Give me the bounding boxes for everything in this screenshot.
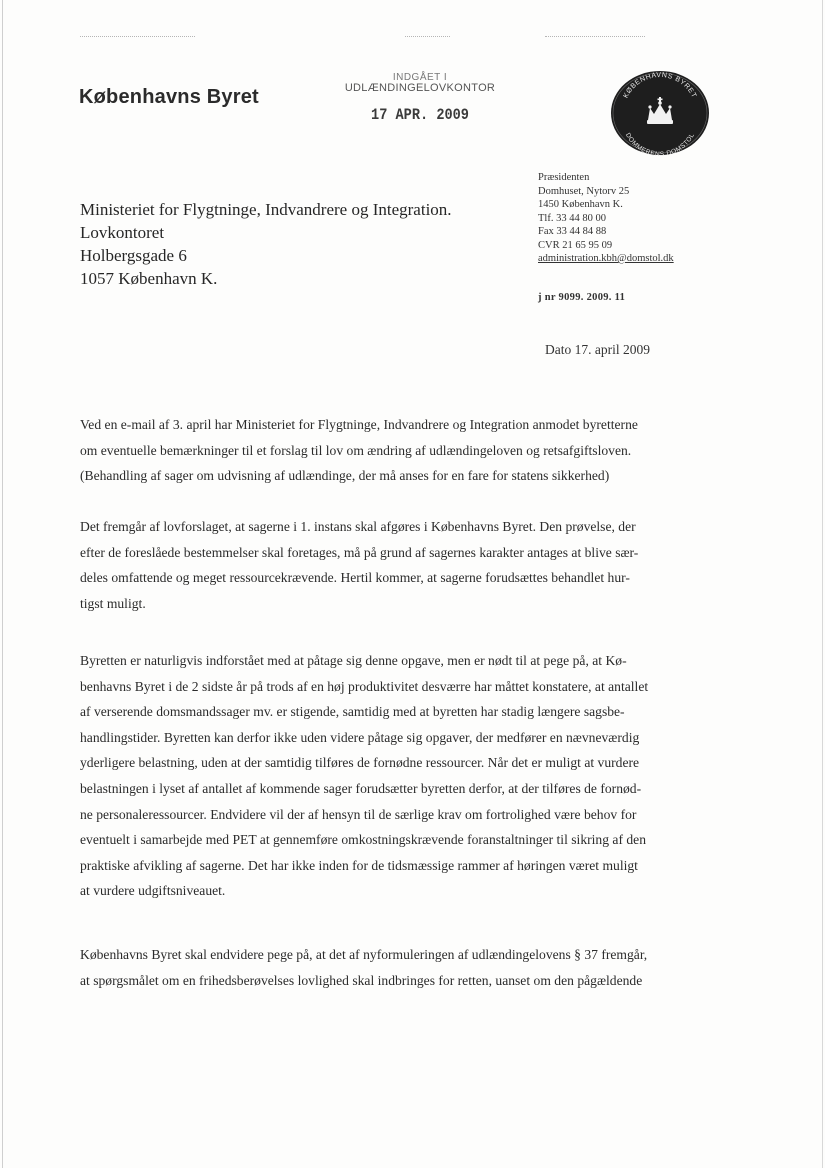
recipient-line: Lovkontoret [80, 223, 165, 242]
sender-address-1: Domhuset, Nytorv 25 [538, 185, 630, 197]
body-line: at spørgsmålet om en frihedsberøvelses lovlighed skal indbringes for retten, uanset om den pågældende [80, 972, 643, 988]
body-paragraph-3 [80, 648, 720, 904]
sender-info [538, 171, 674, 266]
sender-phone: Tlf. 33 44 80 00 [538, 212, 606, 224]
body-line: deles omfattende og meget ressourcekrævende. Hertil kommer, at sagerne forudsættes behandlet hur- [80, 570, 630, 586]
body-paragraph-2 [80, 514, 720, 616]
body-line: handlingstider. Byretten kan derfor ikke uden videre påtage sig opgaver, der medfører en nævneværdig [80, 729, 640, 745]
sender-address-2: 1450 København K. [538, 199, 623, 210]
scan-edge-right [822, 0, 823, 1168]
stamp-line-2: UDLÆNDINGELOVKONTOR [344, 82, 496, 94]
body-line: af verserende domsmandssager mv. er stigende, samtidig med at byretten har stadig længere sagsbe- [80, 704, 625, 720]
recipient-line: Ministeriet for Flygtninge, Indvandrere og Integration. [80, 200, 452, 219]
scan-dots-right [545, 36, 645, 38]
recipient-line: 1057 København K. [80, 269, 218, 288]
body-line: belastningen i lyset af antallet af kommende sager forudsætter byretten derfor, at der tilføres de fornød- [80, 780, 642, 796]
body-line: om eventuelle bemærkninger til et forslag til lov om ændring af udlændingeloven og retsafgiftsloven. [80, 442, 632, 458]
seal-top-text: KØBENHAVNS BYRET [622, 71, 698, 100]
body-line: praktiske afvikling af sagerne. Det har ikke inden for de tidsmæssige rammer af høringen været muligt [80, 857, 638, 873]
letter-date: Dato 17. april 2009 [545, 342, 650, 357]
journal-number: j nr 9099. 2009. 11 [538, 292, 626, 303]
crown-seal-icon [610, 70, 710, 156]
recipient-line: Holbergsgade 6 [80, 246, 187, 265]
body-line: yderligere belastning, uden at der samtidig tilføres de fornødne ressourcer. Når det er muligt at vurdere [80, 755, 640, 771]
body-line: efter de foreslåede bestemmelser skal foretages, må på grund af sagernes karakter antages at blive sær- [80, 544, 639, 560]
scan-dots-center [405, 36, 450, 38]
body-line: Det fremgår af lovforslaget, at sagerne i 1. instans skal afgøres i Københavns Byret. Den prøvelse, der [80, 519, 636, 534]
court-name: Københavns Byret [79, 86, 259, 108]
recipient-address [80, 198, 452, 290]
seal-bottom-text: DOMMERENS DOMSTOL [623, 131, 697, 156]
scan-dots-left [80, 36, 195, 38]
body-line: ne personaleressourcer. Endvidere vil der af hensyn til de særlige krav om fortrolighed være behov for [80, 806, 637, 822]
body-paragraph-4 [80, 942, 720, 993]
body-line: tigst muligt. [80, 595, 146, 611]
scan-edge-left [2, 0, 3, 1168]
sender-cvr: CVR 21 65 95 09 [538, 239, 613, 251]
body-line: eventuelt i samarbejde med PET at gennemføre omkostningskrævende foranstaltninger til sikring af den [80, 832, 647, 848]
sender-fax: Fax 33 44 84 88 [538, 226, 607, 237]
body-line: (Behandling af sager om udvisning af udlændinge, der må anses for en fare for statens sikkerhed) [80, 468, 610, 484]
body-line: Byretten er naturligvis indforstået med at påtage sig denne opgave, men er nødt til at pege på, at Kø- [80, 653, 627, 668]
body-line: Ved en e-mail af 3. april har Ministeriet for Flygtninge, Indvandrere og Integration anmodet byretterne [80, 417, 638, 432]
stamp-line-1: INDGÅET I [392, 72, 448, 83]
body-line: benhavns Byret i de 2 sidste år på trods af en høj produktivitet desværre har måttet konstatere, at antallet [80, 678, 649, 694]
body-line: at vurdere udgiftsniveauet. [80, 883, 226, 899]
sender-email: administration.kbh@domstol.dk [538, 253, 674, 264]
body-line: Københavns Byret skal endvidere pege på, at det af nyformuleringen af udlændingelovens § 37 fremgår, [80, 947, 648, 962]
sender-title: Præsidenten [538, 172, 590, 183]
received-stamp [330, 72, 510, 124]
body-paragraph-1 [80, 412, 720, 489]
stamp-date: 17 APR. 2009 [371, 106, 469, 124]
